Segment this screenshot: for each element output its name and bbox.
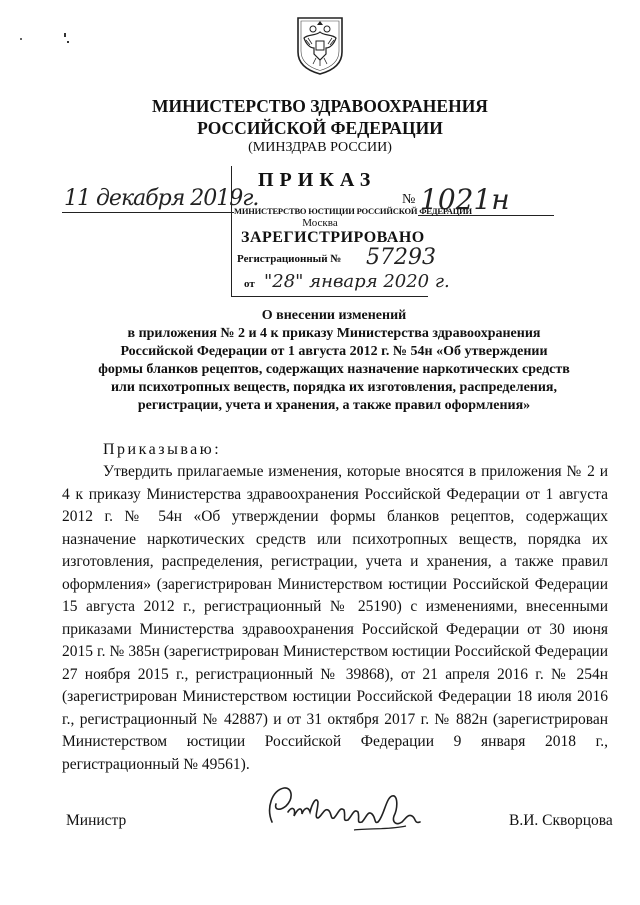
stamp-registered: ЗАРЕГИСТРИРОВАНО: [241, 229, 425, 246]
stamp-city: Москва: [302, 217, 338, 229]
coat-of-arms-emblem: [294, 14, 346, 76]
order-number-sign: №: [402, 192, 416, 207]
stamp-registration-number: 57293: [366, 245, 436, 270]
title-line: регистрации, учета и хранения, а также правил оформления»: [137, 398, 531, 413]
scan-speck: [64, 33, 66, 37]
date-underline: [62, 212, 234, 213]
stamp-ministry: МИНИСТЕРСТВО ЮСТИЦИИ РОССИЙСКОЙ ФЕДЕРАЦИИ: [234, 206, 472, 216]
title-line: формы бланков рецептов, содержащих назначение наркотических средств: [98, 362, 570, 377]
order-number-handwritten: 1021н: [420, 183, 510, 216]
title-line: или психотропных веществ, порядка их изготовления, распределения,: [110, 380, 558, 395]
ministry-short-name: (МИНЗДРАВ РОССИИ): [248, 140, 392, 155]
ministry-title: [0, 95, 640, 139]
signer-title: Министр: [66, 812, 127, 829]
signer-name: В.И. Скворцова: [509, 812, 613, 829]
document-title: [62, 307, 606, 415]
stamp-registration-label: Регистрационный №: [237, 253, 342, 265]
scan-speck: [67, 41, 69, 43]
ministry-title-line2: РОССИЙСКОЙ ФЕДЕРАЦИИ: [197, 118, 443, 138]
handwritten-signature: [258, 778, 438, 840]
scan-speck: [20, 38, 22, 40]
title-line: Российской Федерации от 1 августа 2012 г. № 54н «Об утверждении: [120, 344, 548, 359]
order-intro: Приказываю:: [103, 441, 222, 458]
ministry-title-line1: МИНИСТЕРСТВО ЗДРАВООХРАНЕНИЯ: [152, 96, 488, 116]
stamp-from-label: от: [244, 278, 255, 290]
stamp-registration-date: "28" января 2020 г.: [264, 271, 450, 292]
title-line: О внесении изменений: [261, 308, 407, 323]
title-line: в приложения № 2 и 4 к приказу Министерства здравоохранения: [127, 326, 541, 341]
order-date-handwritten: 11 декабря 2019г.: [64, 186, 259, 211]
order-label: ПРИКАЗ: [258, 169, 377, 191]
order-body-paragraph: Утвердить прилагаемые изменения, которые вносятся в приложения № 2 и 4 к приказу Министерства здравоохранения Российской Федерации от 1 августа 2012 г. № 54н «Об утверждении формы бланков рецептов, содержащих назначение наркотических средств или психотропных веществ, порядка их изготовления, распределения, регистрации, учета и хранения, а также правил оформления» (зарегистрирован Министерством юстиции Российской Федерации 15 августа 2012 г., регистрационный № 25190) с изменениями, внесенными приказами Министерства здравоохранения Российской Федерации от 30 июня 2015 г. № 385н (зарегистрирован Министерством юстиции Российской Федерации 27 ноября 2015 г., регистрационный № 39868), от 21 апреля 2016 г. № 254н (зарегистрирован Министерством юстиции Российской Федерации 18 июля 2016 г., регистрационный № 42887) и от 31 октября 2017 г. № 882н (зарегистрирован Министерством юстиции Российской Федерации 9 января 2018 г., регистрационный № 49561).: [62, 463, 608, 773]
